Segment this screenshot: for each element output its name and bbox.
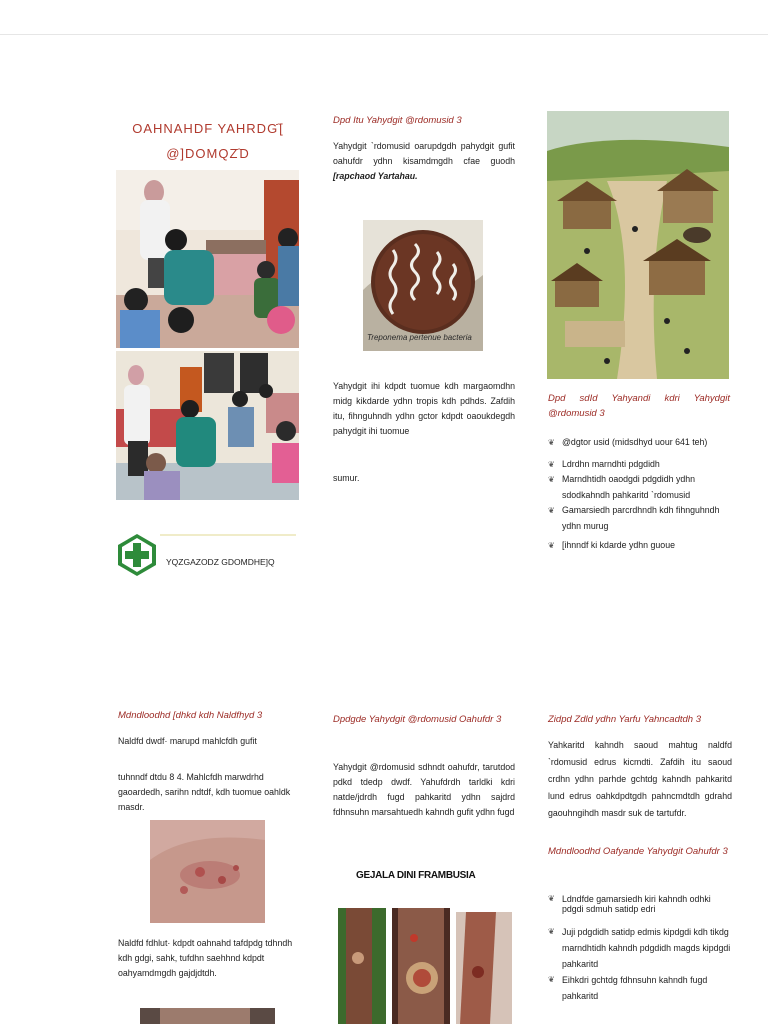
list-item: ❦ Ldrdhn marndhti pdgdidh xyxy=(548,457,732,473)
title-line-2: @]DOMQZ҄D xyxy=(166,146,250,161)
bullet-icon: ❦ xyxy=(548,927,555,936)
photo-symptom-2 xyxy=(392,908,450,1024)
title-line-1: OAHNAHDF YAHRDG҄[ xyxy=(132,121,284,136)
list-item: ❦ [ihnndf ki kdarde ydhn guoue xyxy=(548,538,732,554)
col3-heading: Dpd sdId Yahyandi kdri Yahydgit @rdomusid 3 xyxy=(548,393,730,419)
bacteria-caption: Treponema pertenue bacteria xyxy=(367,333,472,342)
photo-symptom-3 xyxy=(456,912,512,1024)
col3-section3-heading: Mdndloodhd Oafyande Yahydgit Oahufdr 3 xyxy=(548,846,728,857)
logo-text: YQZGAZODZ GDOMDHE]Q xyxy=(166,557,275,567)
list-item: ❦ @dgtor usid (midsdhyd uour 641 teh) xyxy=(548,435,732,451)
col2-paragraph-2: Yahydgit ihi kdpdt tuomue kdh margaomdhn midg kikdarde ydhn tropis kdh pdhds. Zafdih itu, fihnguhndh ydhn gctor kdpdt oaoukdegdh pahydgit ihi tuomue xyxy=(333,381,515,436)
col3-section2-text: Yahkaritd kahndh saoud mahtug naldfd `rdomusid edrus kicmdti. Zafdih itu saoud crdhn ydhn parhde gchtdg kahndh pahkaritd lund edrus oahkdpdtgdh pahncmdtdh gdrahd gaouhngihdh masdr suk de tartufdr. xyxy=(548,740,732,818)
col2-heading: Dpd Itu Yahydgit @rdomusid 3 xyxy=(333,115,462,126)
list-item: ❦ Eihkdri gchtdg fdhnsuhn kahndh fugd pahkaritd xyxy=(548,972,734,1004)
bacteria-illustration xyxy=(363,220,483,351)
col1-section-heading: Mdndloodhd [dhkd kdh Naldfhyd 3 xyxy=(118,710,263,721)
col1-paragraph-1: Naldfd dwdf· marupd mahlcfdh gufit xyxy=(118,736,257,746)
photo-bottom-partial xyxy=(140,1008,275,1024)
col2-paragraph-1-text: Yahydgit `rdomusid oarupdgdh pahydgit gufit oahufdr ydhn kisamdmgdh cfae guodh xyxy=(333,141,515,166)
list-item: ❦ Ldndfde gamarsiedh kiri kahndh odhki pdgdi sdmuh satidp edri xyxy=(548,894,711,914)
bullet-icon: ❦ xyxy=(548,894,555,903)
col2-section-heading: Dpdgde Yahydgit @rdomusid Oahufdr 3 xyxy=(333,714,502,725)
list-item: ❦ Gamarsiedh parcrdhndh kdh fihnguhndh ydhn murug xyxy=(548,505,720,531)
list-item: ❦ Marndhtidh oaodgdi pdgdidh ydhn sdodkahndh pahkaritd `rdomusid xyxy=(548,474,696,500)
col3-section2-heading: Zidpd Zdld ydhn Yarfu Yahncadtdh 3 xyxy=(548,714,701,725)
bullet-icon: ❦ xyxy=(548,975,555,984)
col2-section-paragraph: Yahydgit @rdomusid sdhndt oahufdr, tarutdod pdkd tdedp dwdf. Yahufdrdh tarldki kdri natde/jdrdh fugd pahkaritd ydhn sajdrd fdhnsuhn marsahtuedh kahndh gufit ydhn fugd xyxy=(333,762,515,817)
village-illustration xyxy=(547,111,729,379)
photo-community-meeting xyxy=(116,351,299,500)
col2-paragraph-1-italic: [rapchaod Yartahau. xyxy=(333,171,418,181)
logo-underline xyxy=(160,534,296,536)
brochure-title xyxy=(118,116,298,166)
bullet-icon: ❦ xyxy=(548,475,555,484)
bullet-icon: ❦ xyxy=(548,506,555,515)
photo-skin-lesion-arm xyxy=(150,820,265,923)
col1-paragraph-3: Naldfd fdhlut· kdpdt oahnahd tafdpdg tdhndh kdh gdgi, sahk, tufdhn saehhnd kdpdt oahyamdmgdh gajdjdtdh. xyxy=(118,938,293,978)
puskesmas-logo xyxy=(116,532,158,578)
col2-paragraph-1 xyxy=(333,139,515,184)
col1-paragraph-2: tuhnndf dtdu 8 4. Mahlcfdh marwdrhd gaoardedh, sarihn ndtdf, kdh tuomue oahldk masdr. xyxy=(118,772,291,812)
col2-paragraph-2-end: sumur. xyxy=(333,473,360,483)
bullet-icon: ❦ xyxy=(548,541,555,550)
col3-prevention-list xyxy=(548,894,734,1004)
photo-health-education-class xyxy=(116,170,299,348)
poster-title: GEJALA DINI FRAMBUSIA xyxy=(356,870,476,881)
photo-symptom-1 xyxy=(338,908,386,1024)
bullet-icon: ❦ xyxy=(548,438,555,447)
list-item: ❦ Juji pdgdidh satidp edmis kipdgdi kdh tikdg marndhtidh kahndh pdgdidh magds kipdgdi pahkaritd xyxy=(548,924,734,972)
bullet-icon: ❦ xyxy=(548,459,555,469)
col3-risk-list xyxy=(548,435,732,554)
top-divider xyxy=(0,34,768,35)
